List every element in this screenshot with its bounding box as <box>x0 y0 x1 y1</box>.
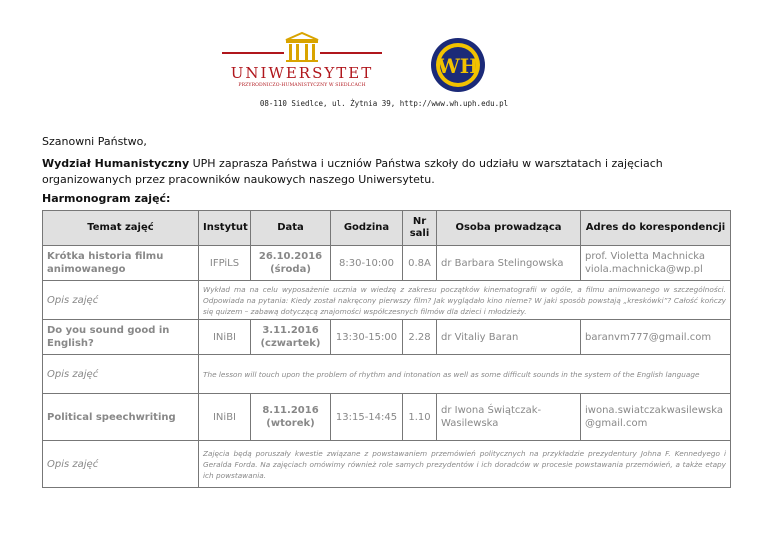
description-label: Opis zajęć <box>43 281 199 320</box>
date-value: 3.11.2016 <box>262 325 319 336</box>
topic-cell: Krótka historia filmu animowanego <box>43 246 199 281</box>
contact-cell: baranvm777@gmail.com <box>581 320 731 355</box>
time-cell: 8:30-10:00 <box>331 246 403 281</box>
schedule-heading: Harmonogram zajęć: <box>42 192 171 205</box>
col-header-room: Nr sali <box>403 211 437 246</box>
time-cell: 13:30-15:00 <box>331 320 403 355</box>
date-value: 8.11.2016 <box>262 405 319 416</box>
room-cell: 0.8A <box>403 246 437 281</box>
institute-cell: INiBI <box>199 394 251 441</box>
university-logo <box>222 30 382 94</box>
intro-paragraph <box>42 156 742 188</box>
col-header-topic: Temat zajęć <box>43 211 199 246</box>
date-cell <box>251 320 331 355</box>
day-value: (czwartek) <box>260 338 321 349</box>
topic-cell: Do you sound good in English? <box>43 320 199 355</box>
day-value: (wtorek) <box>266 418 315 429</box>
intro-text: UPH zaprasza Państwa i uczniów Państwa szkoły do udziału w warsztatach i zajęciach organizowanych przez pracowników naukowych naszego Uniwersytetu. <box>42 157 663 186</box>
university-name: UNIWERSYTET <box>230 64 374 82</box>
table-row <box>43 246 731 281</box>
description-label: Opis zajęć <box>43 441 199 488</box>
day-value: (środa) <box>270 264 311 275</box>
letterhead <box>0 0 768 115</box>
teacher-cell: dr Vitaliy Baran <box>437 320 581 355</box>
room-cell: 1.10 <box>403 394 437 441</box>
description-label: Opis zajęć <box>43 355 199 394</box>
topic-cell: Political speechwriting <box>43 394 199 441</box>
faculty-crest-icon <box>430 37 486 93</box>
col-header-contact: Adres do korespondencji <box>581 211 731 246</box>
date-cell <box>251 246 331 281</box>
col-header-institute: Instytut <box>199 211 251 246</box>
description-row <box>43 355 731 394</box>
description-text: The lesson will touch upon the problem of rhythm and intonation as well as some difficult sounds in the system of the English language <box>199 355 731 394</box>
date-value: 26.10.2016 <box>258 251 323 262</box>
contact-cell: iwona.swiatczakwasilewska@gmail.com <box>581 394 731 441</box>
institute-cell: IFPiLS <box>199 246 251 281</box>
col-header-teacher: Osoba prowadząca <box>437 211 581 246</box>
table-row <box>43 394 731 441</box>
description-row <box>43 441 731 488</box>
col-header-date: Data <box>251 211 331 246</box>
address-line: 08-110 Siedlce, ul. Żytnia 39, http://www.wh.uph.edu.pl <box>259 99 509 108</box>
table-row <box>43 320 731 355</box>
contact-cell: prof. Violetta Machnicka viola.machnicka@wp.pl <box>581 246 731 281</box>
teacher-cell: dr Iwona Świątczak-Wasilewska <box>437 394 581 441</box>
description-text: Wykład ma na celu wyposażenie ucznia w wiedzę z zakresu początków kinematografii w ogóle, a filmu animowanego w szczególności. Odpowiada na pytania: Kiedy został nakręcony pierwszy film? Jak wyglądało kino nieme? W jaki sposób powstają „kreskówki”? Całość kończy się quizem – zabawą dotyczącą znajomości współczesnych filmów dla dzieci i młodzieży. <box>199 281 731 320</box>
description-row <box>43 281 731 320</box>
date-cell <box>251 394 331 441</box>
teacher-cell: dr Barbara Stelingowska <box>437 246 581 281</box>
time-cell: 13:15-14:45 <box>331 394 403 441</box>
institute-cell: INiBI <box>199 320 251 355</box>
svg-text:WH: WH <box>437 54 479 78</box>
faculty-crest <box>430 37 486 93</box>
table-header-row <box>43 211 731 246</box>
schedule-table <box>42 210 731 488</box>
col-header-time: Godzina <box>331 211 403 246</box>
university-subtitle: PRZYRODNICZO-HUMANISTYCZNY W SIEDLCACH <box>238 83 366 88</box>
faculty-name: Wydział Humanistyczny <box>42 157 190 170</box>
room-cell: 2.28 <box>403 320 437 355</box>
greeting: Szanowni Państwo, <box>42 135 147 148</box>
description-text: Zajęcia będą poruszały kwestie związane z powstawaniem przemówień politycznych na przykładzie prezydentury Johna F. Kennedyego i Geralda Forda. Na zajęciach omówimy również role samych prezydentów i ich doradców w procesie powstawania przemówień, a także etapy ich powstawania. <box>199 441 731 488</box>
